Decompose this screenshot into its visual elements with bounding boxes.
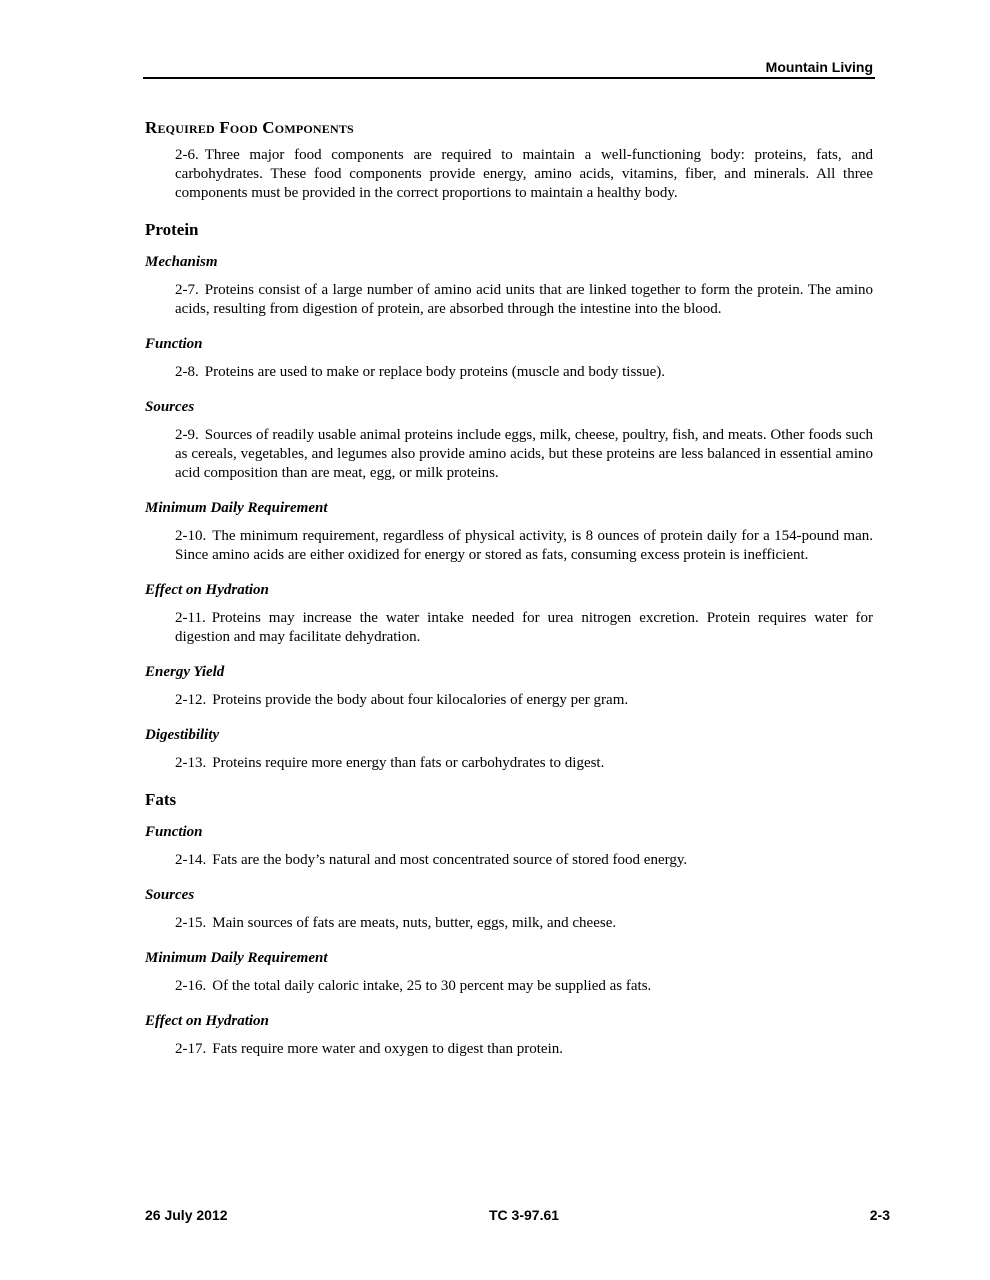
paragraph-2-8 <box>175 363 873 382</box>
paragraph-text: Three major food components are required to maintain a well-functioning body: proteins, fats, and carbohydrates. These food components provide energy, amino acids, vitamins, fiber, and minerals. All three components must be provided in the correct proportions to maintain a healthy body. <box>175 147 873 201</box>
header-rule <box>143 77 875 79</box>
topic-heading-fats: Fats <box>145 790 177 809</box>
paragraph-text: The minimum requirement, regardless of physical activity, is 8 ounces of protein daily for a 154-pound man. Since amino acids are either oxidized for energy or stored as fats, consuming excess protein is inefficient. <box>175 528 873 563</box>
paragraph-2-10 <box>175 527 873 565</box>
footer-document-id: TC 3-97.61 <box>489 1207 560 1223</box>
section-heading: Required Food Components <box>145 118 354 137</box>
paragraph-text: Fats are the body’s natural and most concentrated source of stored food energy. <box>212 852 688 868</box>
subheading-function: Function <box>145 336 203 352</box>
paragraph-number: 2-6. <box>175 147 199 163</box>
paragraph-number: 2-17. <box>175 1041 207 1057</box>
paragraph-number: 2-16. <box>175 978 207 994</box>
paragraph-text: Of the total daily caloric intake, 25 to 30 percent may be supplied as fats. <box>212 978 652 994</box>
subheading-sources: Sources <box>145 399 195 415</box>
paragraph-text: Proteins may increase the water intake needed for urea nitrogen excretion. Protein requires water for digestion and may facilitate dehydration. <box>175 610 873 645</box>
paragraph-number: 2-12. <box>175 692 207 708</box>
paragraph-text: Sources of readily usable animal proteins include eggs, milk, cheese, poultry, fish, and meats. Other foods such as cereals, vegetables, and legumes also provide amino acids, but these proteins are less balanced in essential amino acid composition than are meat, egg, or milk proteins. <box>175 427 873 481</box>
footer-date: 26 July 2012 <box>145 1207 228 1223</box>
topic-heading-protein: Protein <box>145 220 199 239</box>
paragraph-number: 2-14. <box>175 852 207 868</box>
paragraph-number: 2-13. <box>175 755 207 771</box>
paragraph-number: 2-7. <box>175 282 199 298</box>
paragraph-2-15 <box>175 914 873 933</box>
paragraph-2-13 <box>175 754 873 773</box>
subheading-function: Function <box>145 824 203 840</box>
paragraph-text: Proteins require more energy than fats or carbohydrates to digest. <box>212 755 605 771</box>
subheading-sources: Sources <box>145 887 195 903</box>
footer-page-number: 2-3 <box>869 1207 890 1223</box>
paragraph-2-16 <box>175 977 873 996</box>
paragraph-2-6 <box>175 146 873 203</box>
page-content <box>145 118 873 1076</box>
paragraph-text: Proteins are used to make or replace body proteins (muscle and body tissue). <box>204 364 666 380</box>
paragraph-2-17 <box>175 1040 873 1059</box>
paragraph-number: 2-15. <box>175 915 207 931</box>
paragraph-text: Proteins consist of a large number of amino acid units that are linked together to form the protein. The amino acids, resulting from digestion of protein, are absorbed through the intestine into the blood. <box>175 282 873 317</box>
paragraph-number: 2-10. <box>175 528 207 544</box>
subheading-digestibility: Digestibility <box>145 727 220 743</box>
paragraph-text: Proteins provide the body about four kilocalories of energy per gram. <box>212 692 629 708</box>
subheading-minimum-daily-requirement: Minimum Daily Requirement <box>145 950 328 966</box>
subheading-effect-on-hydration: Effect on Hydration <box>145 1013 269 1029</box>
subheading-mechanism: Mechanism <box>145 254 218 270</box>
paragraph-text: Fats require more water and oxygen to digest than protein. <box>212 1041 563 1057</box>
subheading-minimum-daily-requirement: Minimum Daily Requirement <box>145 500 328 516</box>
subheading-energy-yield: Energy Yield <box>145 664 225 680</box>
paragraph-2-7 <box>175 281 873 319</box>
paragraph-2-9 <box>175 426 873 483</box>
subheading-effect-on-hydration: Effect on Hydration <box>145 582 269 598</box>
paragraph-number: 2-11. <box>175 610 206 626</box>
paragraph-2-14 <box>175 851 873 870</box>
paragraph-2-12 <box>175 691 873 710</box>
paragraph-2-11 <box>175 609 873 647</box>
paragraph-number: 2-9. <box>175 427 199 443</box>
paragraph-number: 2-8. <box>175 364 199 380</box>
running-header-title: Mountain Living <box>765 59 873 75</box>
paragraph-text: Main sources of fats are meats, nuts, butter, eggs, milk, and cheese. <box>212 915 617 931</box>
